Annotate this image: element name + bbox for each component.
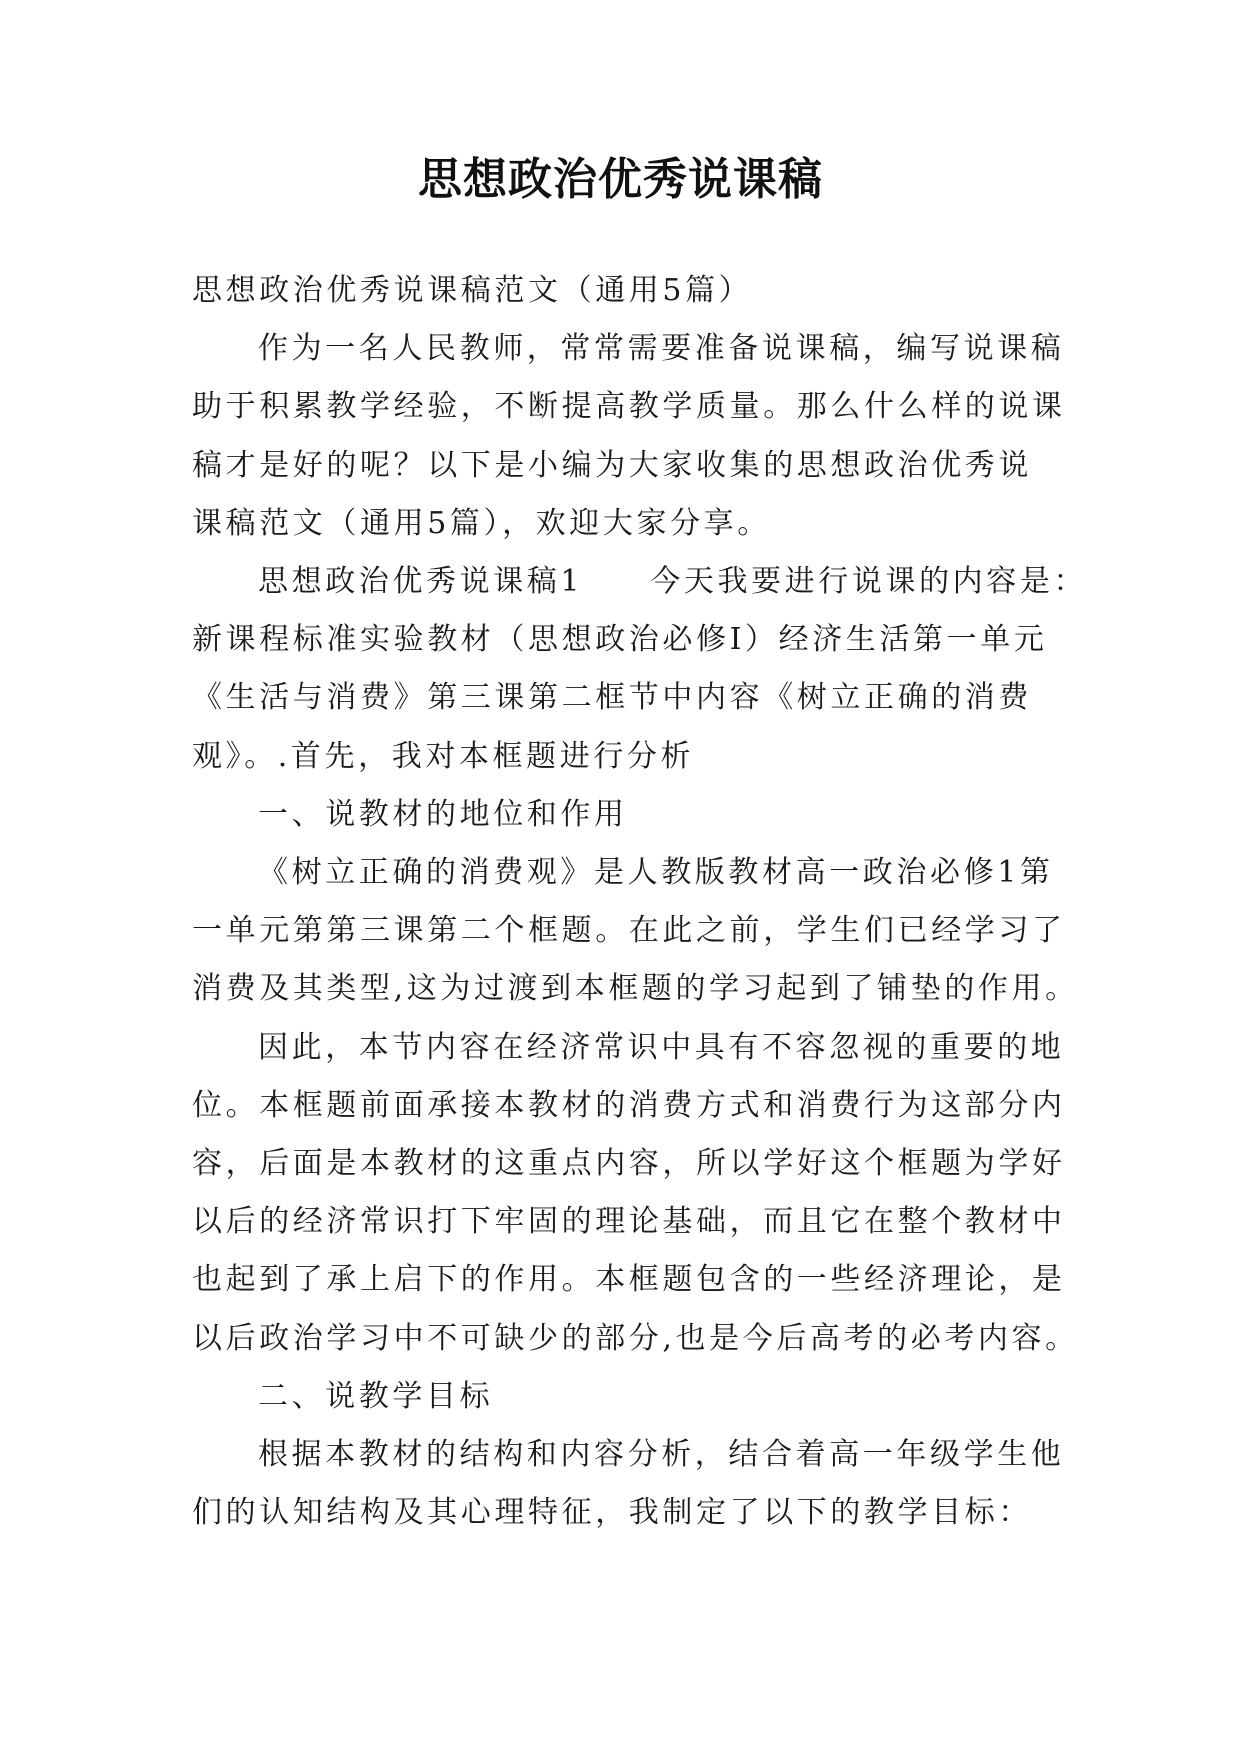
text-line: 也起到了承上启下的作用。本框题包含的一些经济理论，是 (192, 1262, 1066, 1298)
text-line: 消费及其类型,这为过渡到本框题的学习起到了铺垫的作用。 (192, 971, 1079, 1007)
text-line: 观》。.首先，我对本框题进行分析 (192, 738, 695, 774)
text-line: 新课程标准实验教材（思想政治必修Ⅰ）经济生活第一单元 (192, 622, 1048, 658)
document-title: 思想政治优秀说课稿 (418, 154, 823, 205)
text-line: 以后的经济常识打下牢固的理论基础，而且它在整个教材中 (192, 1204, 1066, 1240)
text-line: 作为一名人民教师，常常需要准备说课稿，编写说课稿 (258, 331, 1065, 367)
text-line: 《生活与消费》第三课第二框节中内容《树立正确的消费 (192, 680, 1032, 716)
text-line: 思想政治优秀说课稿1 今天我要进行说课的内容是： (258, 564, 1088, 600)
text-line: 思想政治优秀说课稿范文（通用5篇） (192, 273, 753, 308)
text-line: 根据本教材的结构和内容分析，结合着高一年级学生他 (258, 1437, 1065, 1473)
text-line: 因此，本节内容在经济常识中具有不容忽视的重要的地 (258, 1029, 1065, 1065)
text-line: 一单元第第三课第二个框题。在此之前，学生们已经学习了 (192, 913, 1066, 949)
text-line: 课稿范文（通用5篇），欢迎大家分享。 (192, 505, 771, 541)
text-line: 容，后面是本教材的这重点内容，所以学好这个框题为学好 (192, 1146, 1066, 1182)
text-line: 二、说教学目标 (258, 1378, 494, 1414)
document-body (192, 262, 1088, 1542)
text-line: 以后政治学习中不可缺少的部分,也是今后高考的必考内容。 (192, 1320, 1079, 1356)
text-line: 位。本框题前面承接本教材的消费方式和消费行为这部分内 (192, 1087, 1066, 1123)
text-line: 稿才是好的呢？以下是小编为大家收集的思想政治优秀说 (192, 447, 1032, 483)
text-line: 《树立正确的消费观》是人教版教材高一政治必修1第 (258, 855, 1054, 891)
text-line: 们的认知结构及其心理特征，我制定了以下的教学目标： (192, 1495, 1032, 1531)
text-line: 助于积累教学经验，不断提高教学质量。那么什么样的说课 (192, 389, 1066, 425)
text-line: 一、说教材的地位和作用 (258, 796, 628, 832)
